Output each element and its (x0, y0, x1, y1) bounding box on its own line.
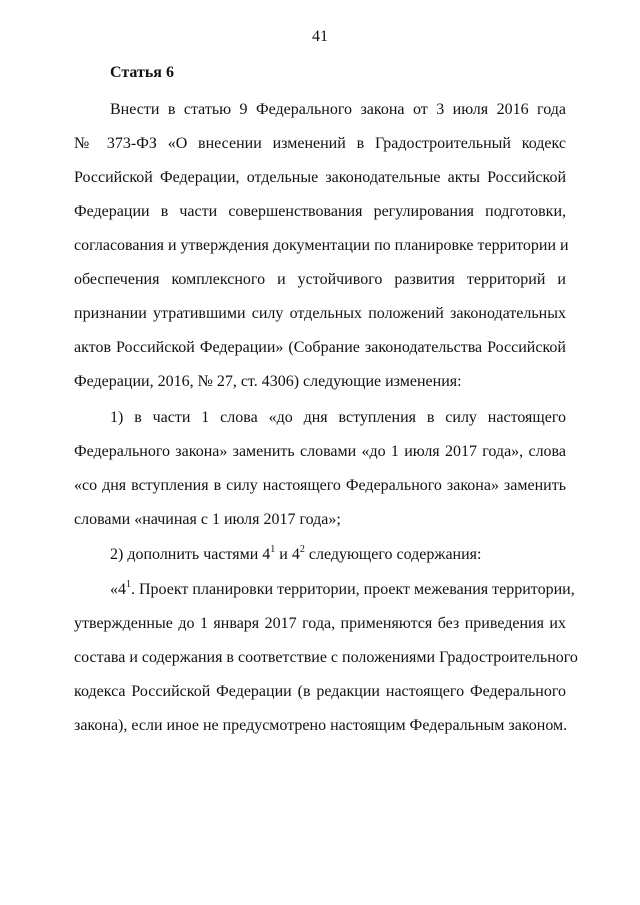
quote-line: состава и содержания в соответствие с положениями Градостроительного (74, 649, 578, 666)
intro-line: № 373-ФЗ «О внесении изменений в Градостроительный кодекс (74, 135, 566, 152)
quote-line: утвержденные до 1 января 2017 года, применяются без приведения их (74, 615, 566, 632)
item1-line: «со дня вступления в силу настоящего Федерального закона» заменить (74, 477, 566, 494)
intro-line: обеспечения комплексного и устойчивого развития территорий и (74, 271, 566, 288)
quote-first-rest: . Проект планировки территории, проект межевания территории, (131, 581, 575, 598)
intro-line: актов Российской Федерации» (Собрание законодательства Российской (74, 339, 566, 356)
item2-sup2: 2 (299, 543, 305, 555)
quote-open: «4 (110, 581, 126, 598)
intro-line: Российской Федерации, отдельные законодательные акты Российской (74, 169, 566, 186)
item2-pre: 2) дополнить частями 4 (110, 546, 271, 563)
item2-line (110, 545, 566, 565)
item2-mid: и 4 (275, 546, 300, 563)
intro-line: Внести в статью 9 Федерального закона от 3 июля 2016 года (110, 101, 566, 118)
intro-line: признании утратившими силу отдельных положений законодательных (74, 305, 566, 322)
quote-sup: 1 (126, 578, 131, 590)
intro-line: Федерации в части совершенствования регулирования подготовки, (74, 203, 566, 220)
intro-line: Федерации, 2016, № 27, ст. 4306) следующие изменения: (74, 373, 462, 390)
item2-sup1: 1 (270, 543, 276, 555)
item1-line: 1) в части 1 слова «до дня вступления в силу настоящего (110, 409, 566, 426)
quote-line: кодекса Российской Федерации (в редакции настоящего Федерального (74, 683, 566, 700)
article-title: Статья 6 (110, 64, 174, 81)
item2-post: следующего содержания: (304, 546, 482, 563)
intro-line: согласования и утверждения документации по планировке территории и (74, 237, 569, 254)
quote-line: закона), если иное не предусмотрено настоящим Федеральным законом. (74, 717, 568, 734)
page-number: 41 (312, 28, 328, 45)
item1-line: Федерального закона» заменить словами «до 1 июля 2017 года», слова (74, 443, 566, 460)
item1-line: словами «начиная с 1 июля 2017 года»; (74, 511, 341, 528)
quote-first-line (110, 578, 575, 600)
